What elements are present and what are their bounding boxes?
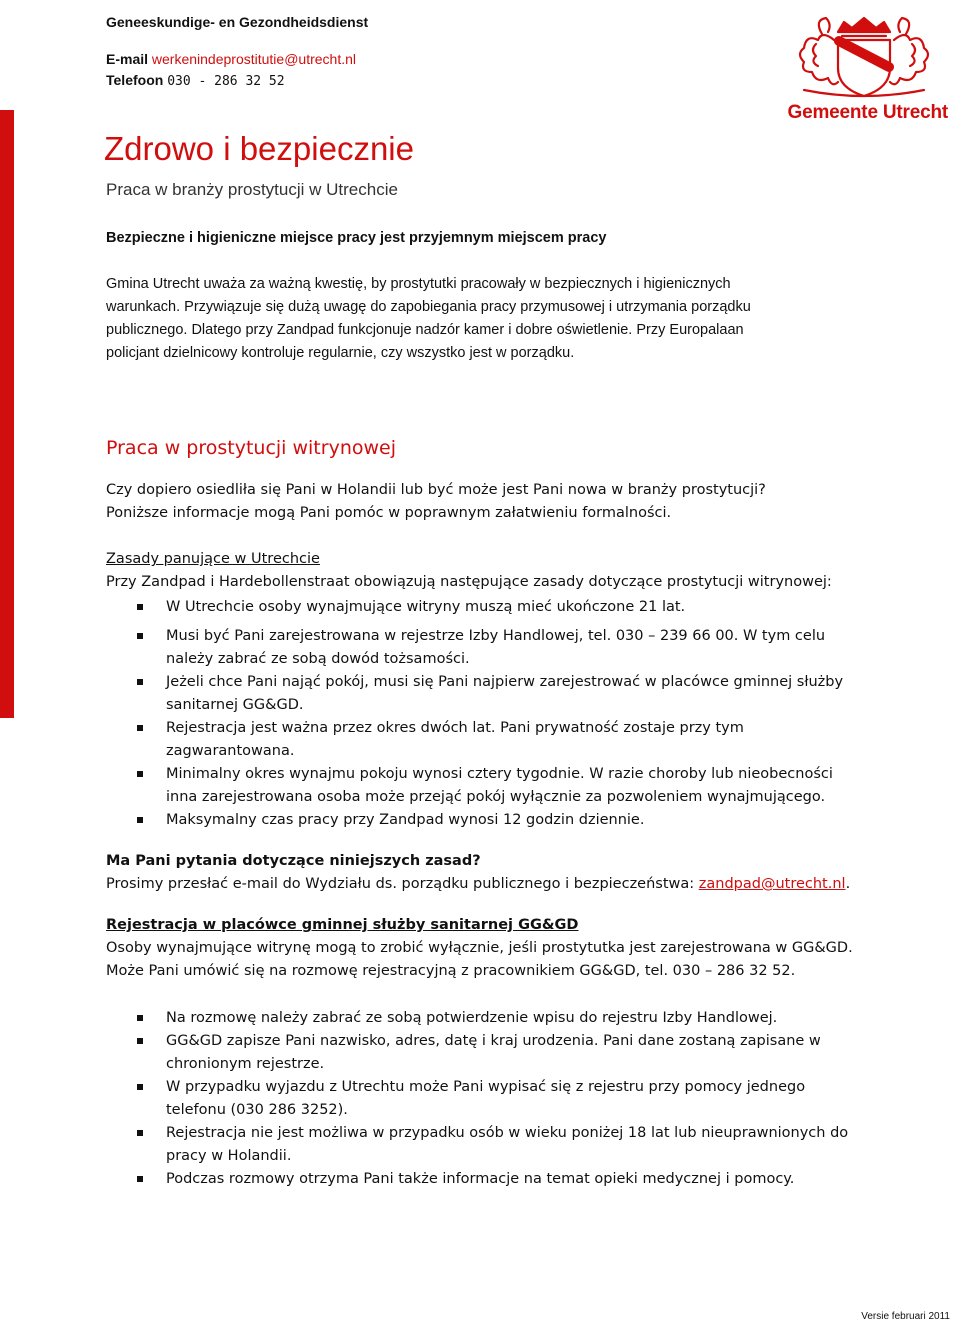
- coat-of-arms-icon: [776, 10, 952, 102]
- list-item: Jeżeli chce Pani nająć pokój, musi się Pani najpierw zarejestrować w placówce gminnej służby sanitarnej GG&GD.: [106, 671, 936, 717]
- section-text-line: Poniższe informacje mogą Pani pomóc w poprawnym załatwieniu formalności.: [106, 505, 672, 521]
- zandpad-email-link[interactable]: zandpad@utrecht.nl: [698, 876, 846, 892]
- section-heading-window-prostitution: Praca w prostytucji witrynowej: [106, 437, 396, 459]
- intro-line: warunkach. Przywiązuje się dużą uwagę do zapobiegania pracy przymusowej i utrzymania porządku: [106, 299, 751, 315]
- intro-paragraph: [106, 273, 936, 365]
- department-name: Geneeskundige- en Gezondheidsdienst: [106, 14, 369, 30]
- version-footer: Versie februari 2011: [861, 1311, 950, 1322]
- list-item: Rejestracja nie jest możliwa w przypadku osób w wieku poniżej 18 lat lub nieuprawnionych do pracy w Holandii.: [106, 1122, 936, 1168]
- gemeente-utrecht-logo: [776, 10, 952, 123]
- questions-title: Ma Pani pytania dotyczące niniejszych zasad?: [106, 853, 481, 869]
- page-subtitle: Praca w branży prostytucji w Utrechcie: [106, 180, 398, 199]
- questions-text: Prosimy przesłać e-mail do Wydziału ds. porządku publicznego i bezpieczeństwa: zandpad@utrecht.nl.: [106, 876, 851, 892]
- list-item: Na rozmowę należy zabrać ze sobą potwierdzenie wpisu do rejestru Izby Handlowej.: [106, 1007, 936, 1030]
- lead-heading: Bezpieczne i higieniczne miejsce pracy jest przyjemnym miejscem pracy: [106, 230, 607, 246]
- phone-label: Telefoon: [106, 72, 164, 88]
- registration-line: Osoby wynajmujące witrynę mogą to zrobić wyłącznie, jeśli prostytutka jest zarejestrowana w GG&GD.: [106, 940, 853, 956]
- list-item: Podczas rozmowy otrzyma Pani także informacje na temat opieki medycznej i pomocy.: [106, 1168, 936, 1191]
- logo-text: Gemeente Utrecht: [787, 102, 948, 123]
- phone-number: 030 - 286 32 52: [167, 74, 285, 89]
- page-title: Zdrowo i bezpiecznie: [104, 130, 414, 167]
- rules-list: [106, 596, 936, 832]
- list-item: Maksymalny czas pracy przy Zandpad wynosi 12 godzin dziennie.: [106, 809, 936, 832]
- email-label: E-mail: [106, 51, 149, 67]
- rules-title: Zasady panujące w Utrechcie: [106, 551, 320, 567]
- header-email-link[interactable]: werkenindeprostitutie@utrecht.nl: [151, 51, 356, 67]
- intro-line: Gmina Utrecht uważa za ważną kwestię, by prostytutki pracowały w bezpiecznych i higienicznych: [106, 276, 731, 292]
- registration-title: Rejestracja w placówce gminnej służby sanitarnej GG&GD: [106, 917, 579, 933]
- registration-list: [106, 1007, 936, 1191]
- intro-line: policjant dzielnicowy kontroluje regularnie, czy wszystko jest w porządku.: [106, 345, 575, 361]
- list-item: Minimalny okres wynajmu pokoju wynosi cztery tygodnie. W razie choroby lub nieobecności inna zarejestrowana osoba może przejąć pokój wyłącznie za pozwoleniem wynajmującego.: [106, 763, 936, 809]
- list-item: W przypadku wyjazdu z Utrechtu może Pani wypisać się z rejestru przy pomocy jednego telefonu (030 286 3252).: [106, 1076, 936, 1122]
- header-phone: [106, 72, 285, 89]
- list-item: Musi być Pani zarejestrowana w rejestrze Izby Handlowej, tel. 030 – 239 66 00. W tym celu należy zabrać ze sobą dowód tożsamości.: [106, 625, 936, 671]
- list-item: GG&GD zapisze Pani nazwisko, adres, datę i kraj urodzenia. Pani dane zostaną zapisane w chronionym rejestrze.: [106, 1030, 936, 1076]
- red-side-bar: [0, 110, 14, 718]
- main-content: [106, 273, 936, 1191]
- list-item: Rejestracja jest ważna przez okres dwóch lat. Pani prywatność zostaje przy tym zagwarantowana.: [106, 717, 936, 763]
- registration-line: Może Pani umówić się na rozmowę rejestracyjną z pracownikiem GG&GD, tel. 030 – 286 32 52.: [106, 963, 796, 979]
- section-text-line: Czy dopiero osiedliła się Pani w Holandii lub być może jest Pani nowa w branży prostytucji?: [106, 482, 766, 498]
- header-email: [106, 51, 356, 67]
- rules-intro: Przy Zandpad i Hardebollenstraat obowiązują następujące zasady dotyczące prostytucji witrynowej:: [106, 574, 832, 590]
- intro-line: publicznego. Dlatego przy Zandpad funkcjonuje nadzór kamer i dobre oświetlenie. Przy Europalaan: [106, 322, 744, 338]
- list-item: W Utrechcie osoby wynajmujące witryny muszą mieć ukończone 21 lat.: [106, 596, 936, 619]
